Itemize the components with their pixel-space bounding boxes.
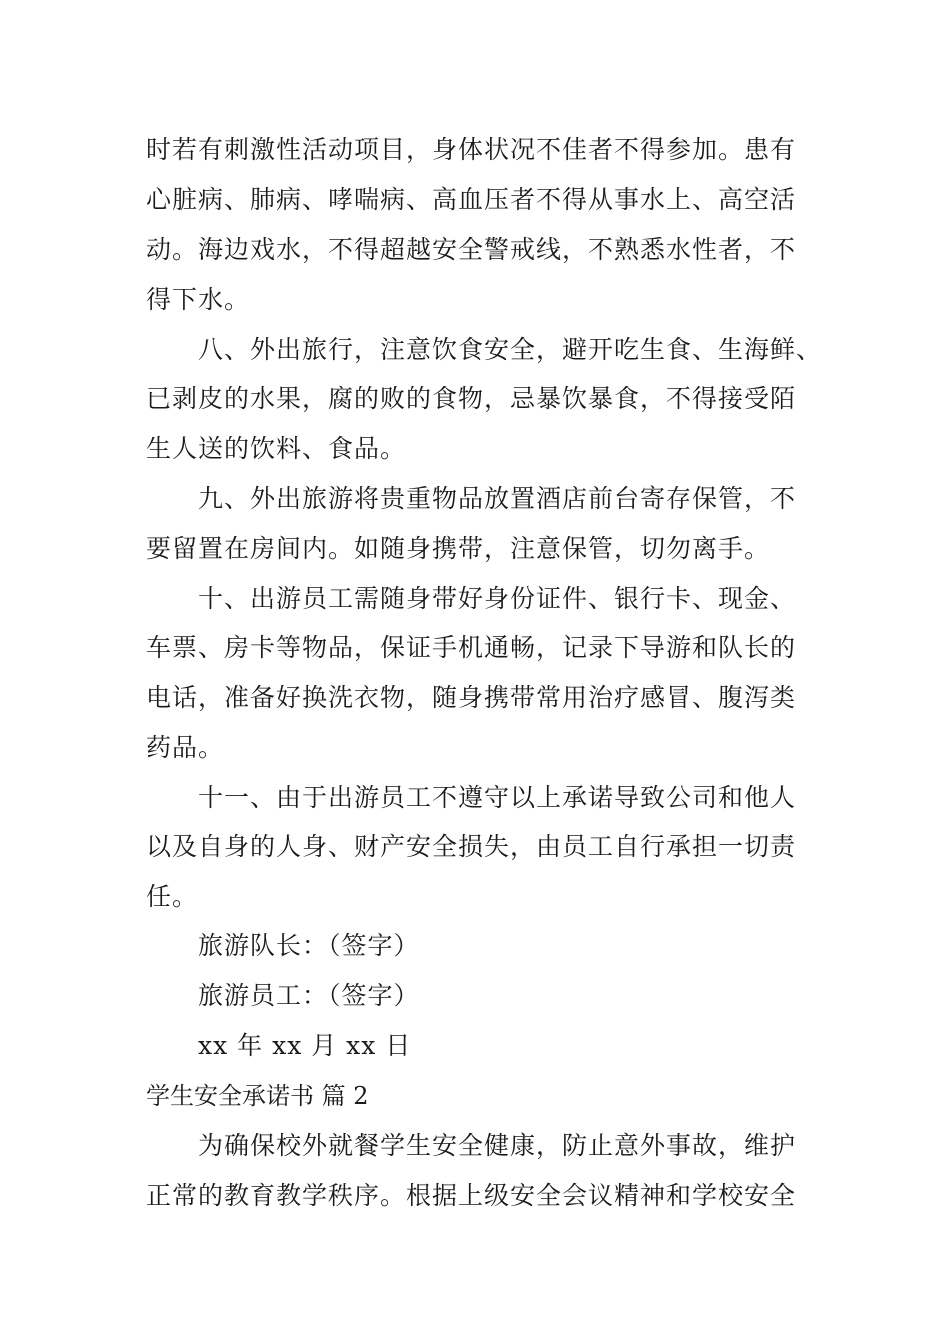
paragraph-11-first-line: 十一、由于出游员工不遵守以上承诺导致公司和他人 <box>198 783 797 812</box>
paragraph-9-first-line: 九、外出旅游将贵重物品放置酒店前台寄存保管，不 <box>198 484 797 513</box>
text-line: 要留置在房间内。如随身携带，注意保管，切勿离手。 <box>146 534 771 563</box>
text-line: 正常的教育教学秩序。根据上级安全会议精神和学校安全 <box>146 1181 797 1210</box>
text-line: 电话，准备好换洗衣物，随身携带常用治疗感冒、腹泻类 <box>146 683 797 712</box>
paragraph-10-first-line: 十、出游员工需随身带好身份证件、银行卡、现金、 <box>198 584 797 613</box>
text-line: 动。海边戏水，不得超越安全警戒线，不熟悉水性者，不 <box>146 235 797 264</box>
text-line: 时若有刺激性活动项目，身体状况不佳者不得参加。患有 <box>146 135 797 164</box>
tour-employee-signature: 旅游员工：（签字） <box>198 981 420 1010</box>
text-line: 得下水。 <box>146 285 251 314</box>
section-2-first-line: 为确保校外就餐学生安全健康，防止意外事故，维护 <box>198 1131 797 1160</box>
text-line: 药品。 <box>146 733 225 762</box>
text-line: 车票、房卡等物品，保证手机通畅，记录下导游和队长的 <box>146 633 797 662</box>
text-line: 心脏病、肺病、哮喘病、高血压者不得从事水上、高空活 <box>146 185 797 214</box>
text-line: 以及自身的人身、财产安全损失，由员工自行承担一切责 <box>146 832 797 861</box>
text-line: 生人送的饮料、食品。 <box>146 434 407 463</box>
signature-date: xx 年 xx 月 xx 日 <box>198 1031 412 1060</box>
text-line: 任。 <box>146 882 199 911</box>
tour-leader-signature: 旅游队长：（签字） <box>198 931 420 960</box>
section-title: 学生安全承诺书 篇 2 <box>146 1082 369 1110</box>
paragraph-8-first-line: 八、外出旅行，注意饮食安全，避开吃生食、生海鲜、 <box>198 335 823 364</box>
text-line: 已剥皮的水果，腐的败的食物，忌暴饮暴食，不得接受陌 <box>146 384 797 413</box>
